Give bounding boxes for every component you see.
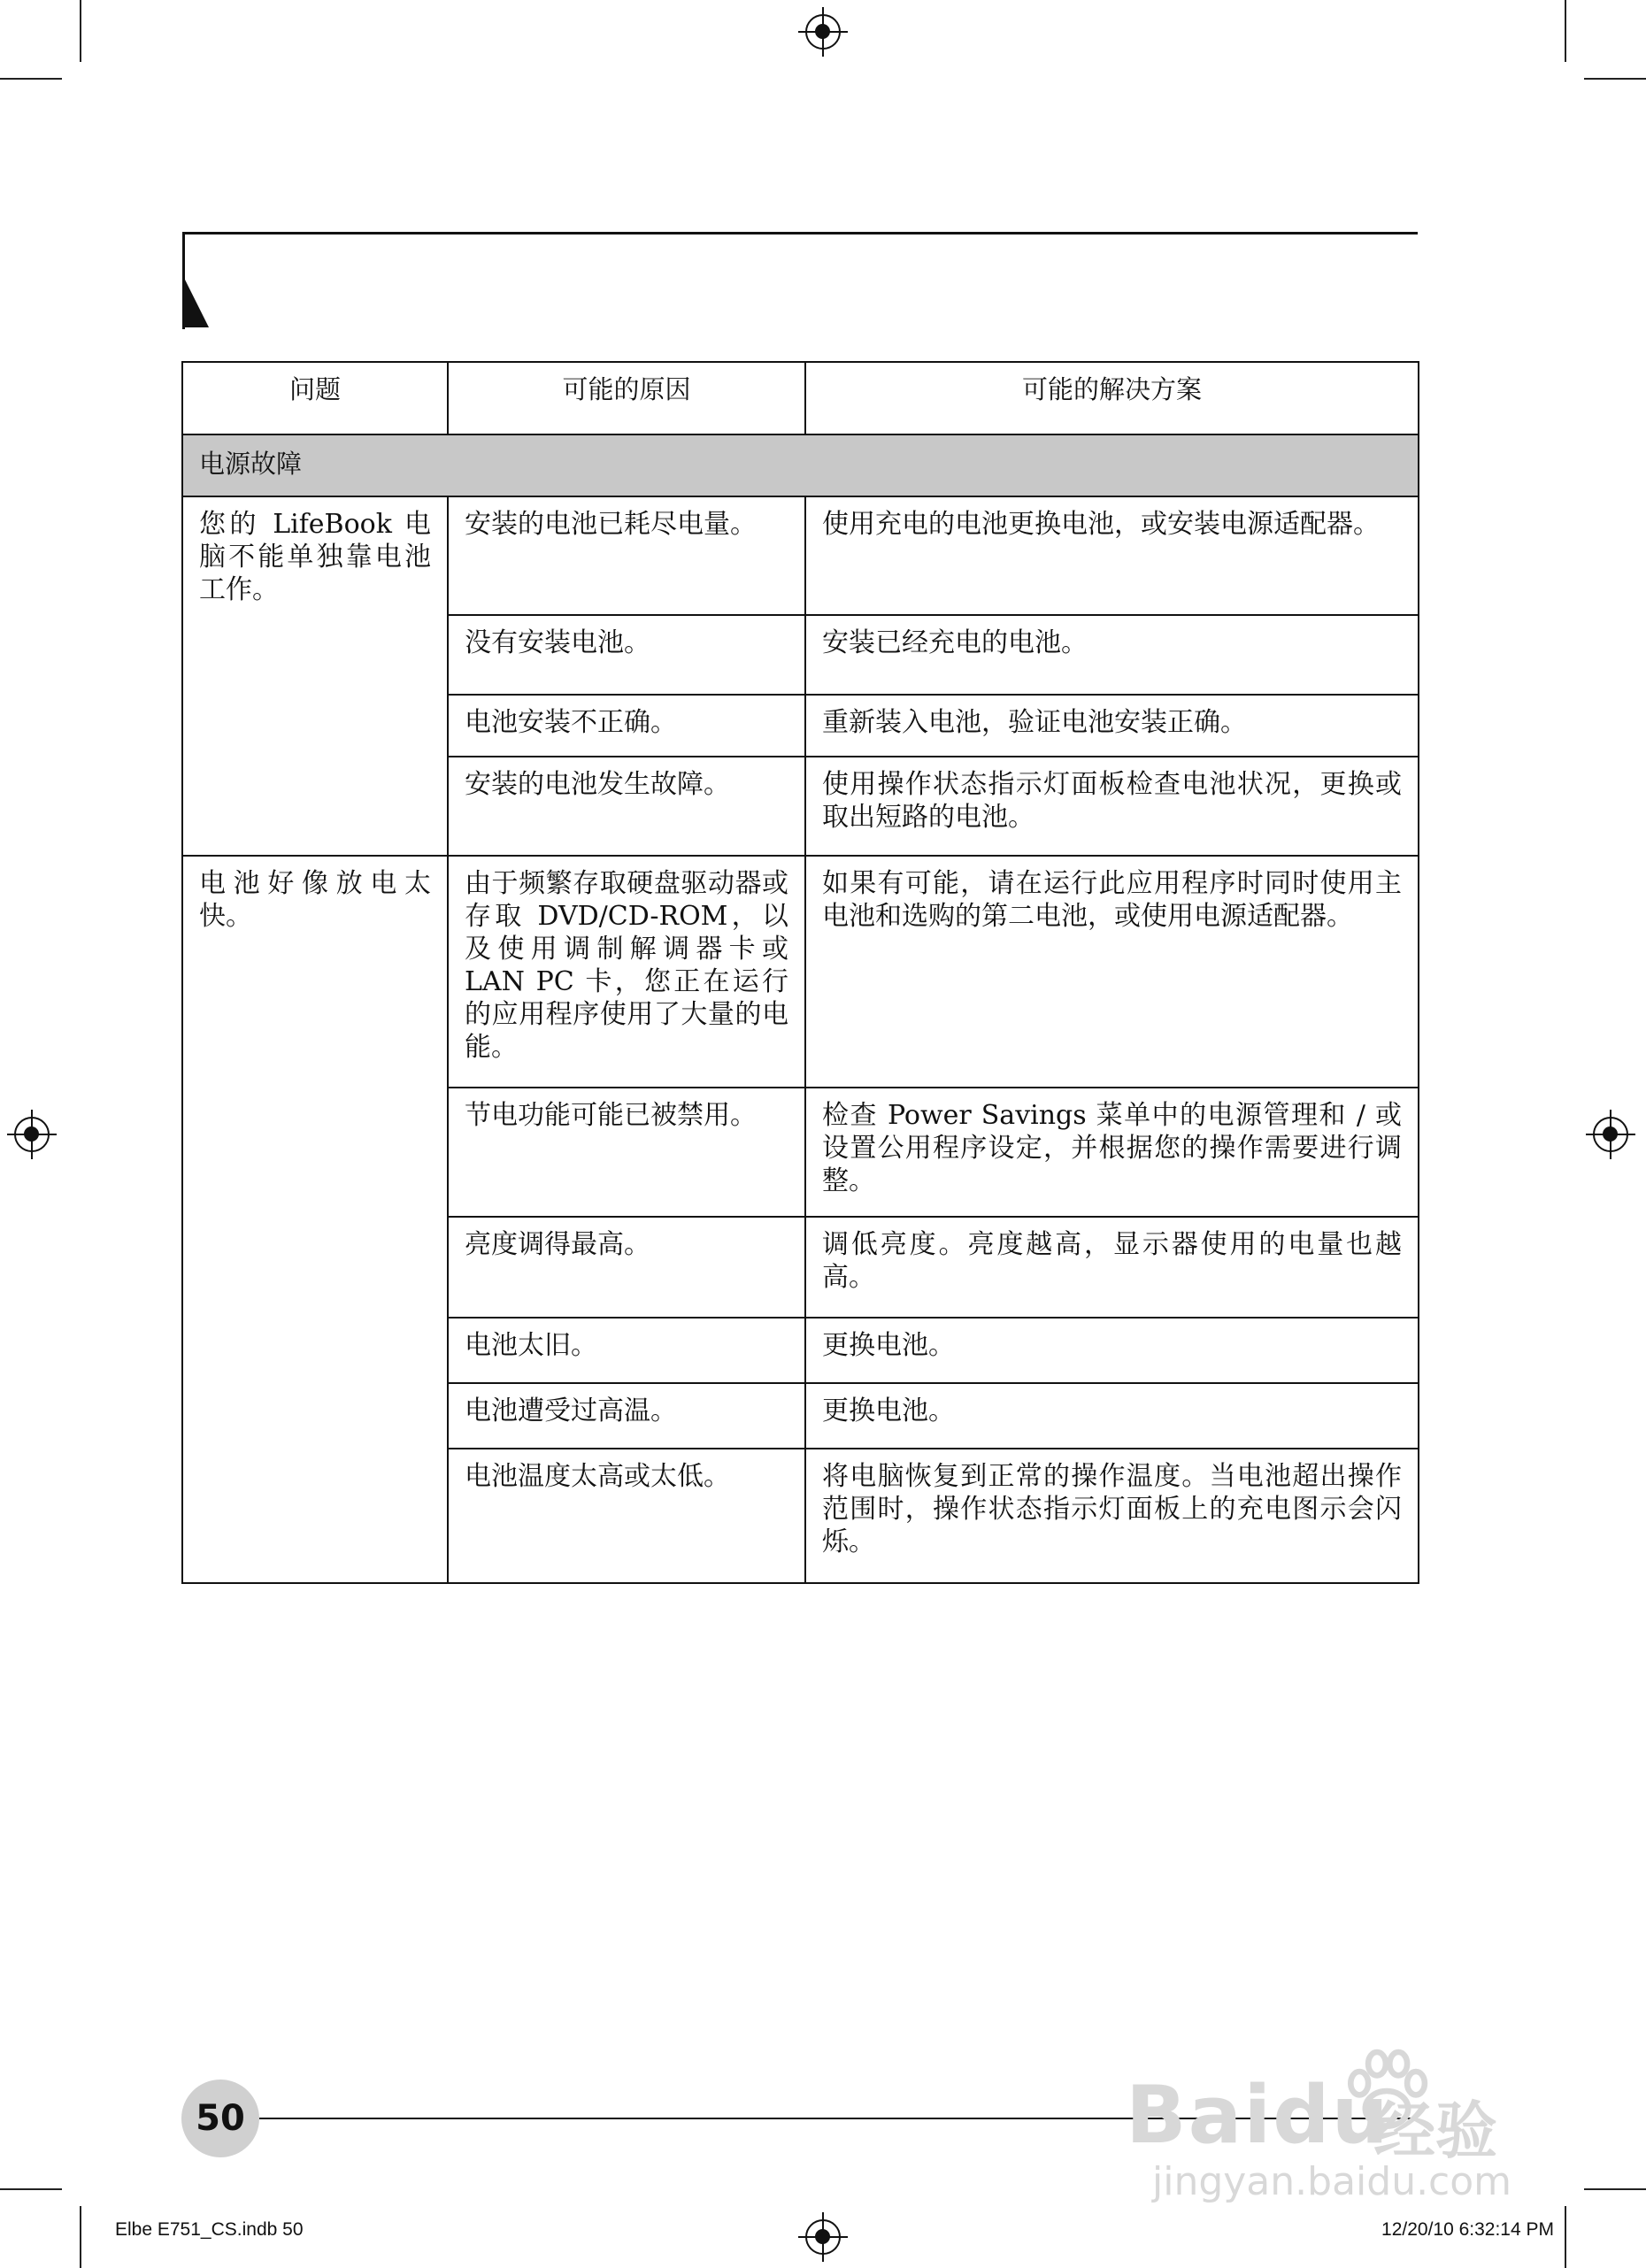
table-row [182,856,1419,1088]
page-number: 50 [196,2098,245,2139]
header-cause: 可能的原因 [448,362,805,423]
solution-cell: 使用充电的电池更换电池，或安装电源适配器。 [805,496,1419,615]
crop-mark [80,2206,81,2268]
crop-mark [80,0,81,62]
solution-cell: 使用操作状态指示灯面板检查电池状况，更换或取出短路的电池。 [805,757,1419,856]
problem-cell: 电池好像放电太快。 [182,856,448,1583]
watermark-logo: Baidu [1126,2069,1390,2162]
section-title: 电源故障 [182,434,1419,496]
crop-mark [1584,2188,1646,2190]
header-spacer [182,423,1419,434]
solution-cell: 调低亮度。亮度越高，显示器使用的电量也越高。 [805,1217,1419,1318]
section-row [182,434,1419,496]
solution-cell: 检查 Power Savings 菜单中的电源管理和 / 或设置公用程序设定，并根据您的操作需要进行调整。 [805,1088,1419,1217]
cause-cell: 电池安装不正确。 [448,695,805,757]
problem-cell: 您的 LifeBook 电脑不能单独靠电池工作。 [182,496,448,856]
registration-mark-icon [1593,1117,1628,1152]
solution-cell: 将电脑恢复到正常的操作温度。当电池超出操作范围时，操作状态指示灯面板上的充电图示会闪烁。 [805,1449,1419,1583]
print-slug-file: Elbe E751_CS.indb 50 [115,2219,304,2240]
cause-cell: 没有安装电池。 [448,615,805,695]
table-header-row [182,362,1419,423]
cause-cell: 电池温度太高或太低。 [448,1449,805,1583]
solution-cell: 重新装入电池，验证电池安装正确。 [805,695,1419,757]
crop-mark [1584,78,1646,80]
header-solution: 可能的解决方案 [805,362,1419,423]
header-triangle-icon [182,274,209,327]
registration-mark-icon [805,2219,841,2255]
crop-mark [1565,0,1566,62]
cause-cell: 安装的电池发生故障。 [448,757,805,856]
troubleshooting-table [181,361,1419,1584]
table-row [182,496,1419,615]
cause-cell: 安装的电池已耗尽电量。 [448,496,805,615]
print-slug-timestamp: 12/20/10 6:32:14 PM [1381,2219,1554,2240]
crop-mark [0,78,62,80]
cause-cell: 电池太旧。 [448,1318,805,1383]
header-problem: 问题 [182,362,448,423]
cause-cell: 节电功能可能已被禁用。 [448,1088,805,1217]
baidu-watermark [1117,2051,1542,2202]
crop-mark [0,2188,62,2190]
registration-mark-icon [14,1117,50,1152]
watermark-url: jingyan.baidu.com [1152,2159,1512,2204]
cause-cell: 亮度调得最高。 [448,1217,805,1318]
header-rule [182,232,1418,234]
watermark-label: 经验 [1373,2095,1497,2167]
crop-mark [1565,2206,1566,2268]
solution-cell: 如果有可能，请在运行此应用程序时同时使用主电池和选购的第二电池，或使用电源适配器。 [805,856,1419,1088]
cause-cell: 电池遭受过高温。 [448,1383,805,1449]
solution-cell: 更换电池。 [805,1318,1419,1383]
solution-cell: 安装已经充电的电池。 [805,615,1419,695]
cause-cell: 由于频繁存取硬盘驱动器或存取 DVD/CD-ROM，以及使用调制解调器卡或 LAN PC 卡，您正在运行的应用程序使用了大量的电能。 [448,856,805,1088]
registration-mark-icon [805,14,841,50]
solution-cell: 更换电池。 [805,1383,1419,1449]
